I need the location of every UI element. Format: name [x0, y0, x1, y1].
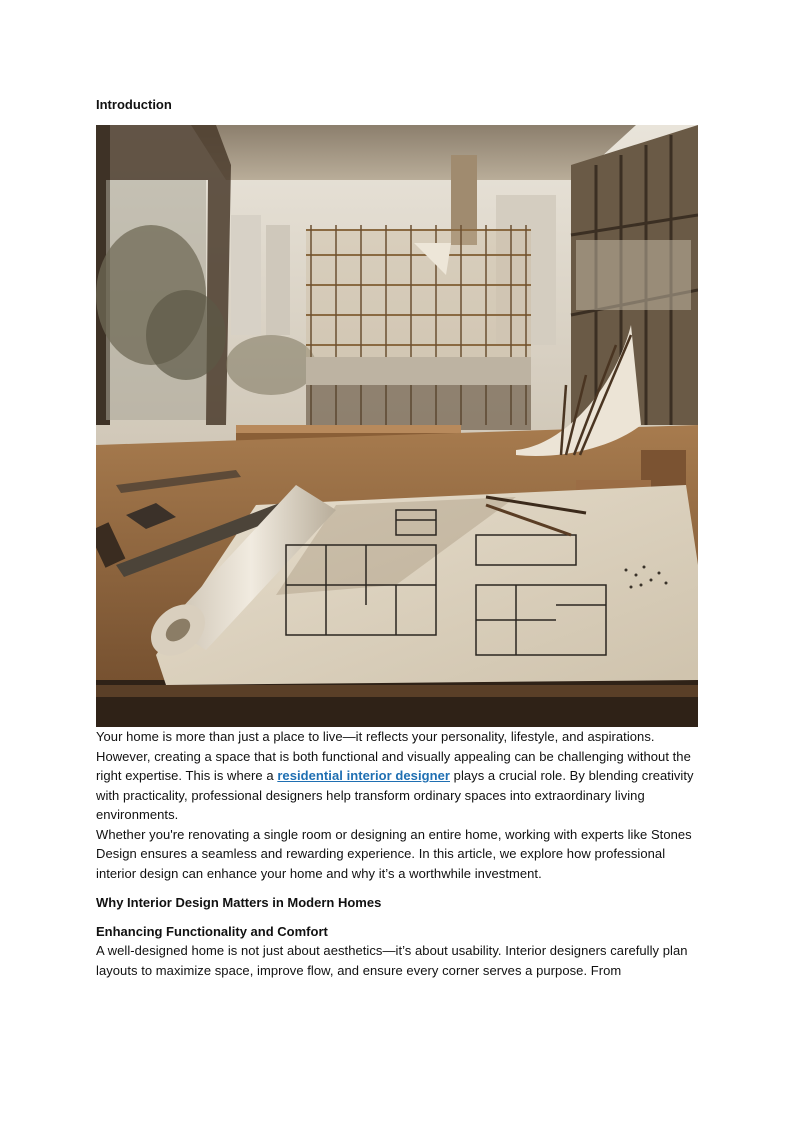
intro-paragraph — [96, 727, 698, 825]
residential-interior-designer-link[interactable]: residential interior designer — [277, 768, 450, 783]
architecture-illustration — [96, 125, 698, 727]
intro-text-after-link: plays a crucial role. By blending creativity with practicality, professional designers help transform ordinary spaces into extraordinary living environments. — [96, 768, 694, 822]
heading-enhancing-functionality: Enhancing Functionality and Comfort — [96, 924, 328, 939]
renovation-paragraph: Whether you're renovating a single room or designing an entire home, working with experts like Stones Design ensures a seamless and rewarding experience. In this article, we explore how professional interior design can enhance your home and why it’s a worthwhile investment. — [96, 826, 692, 881]
functionality-paragraph: A well-designed home is not just about aesthetics—it’s about usability. Interior designers carefully plan layouts to maximize space, improve flow, and ensure every corner serves a purpose. From — [96, 943, 688, 978]
document-content — [96, 96, 698, 980]
heading-why-interior-design: Why Interior Design Matters in Modern Homes — [96, 895, 382, 910]
heading-introduction: Introduction — [96, 97, 172, 112]
intro-text-before-link: Your home is more than just a place to live—it reflects your personality, lifestyle, and aspirations. However, creating a space that is both functional and visually appealing can be challenging without the right expertise. This is where a — [96, 729, 691, 783]
